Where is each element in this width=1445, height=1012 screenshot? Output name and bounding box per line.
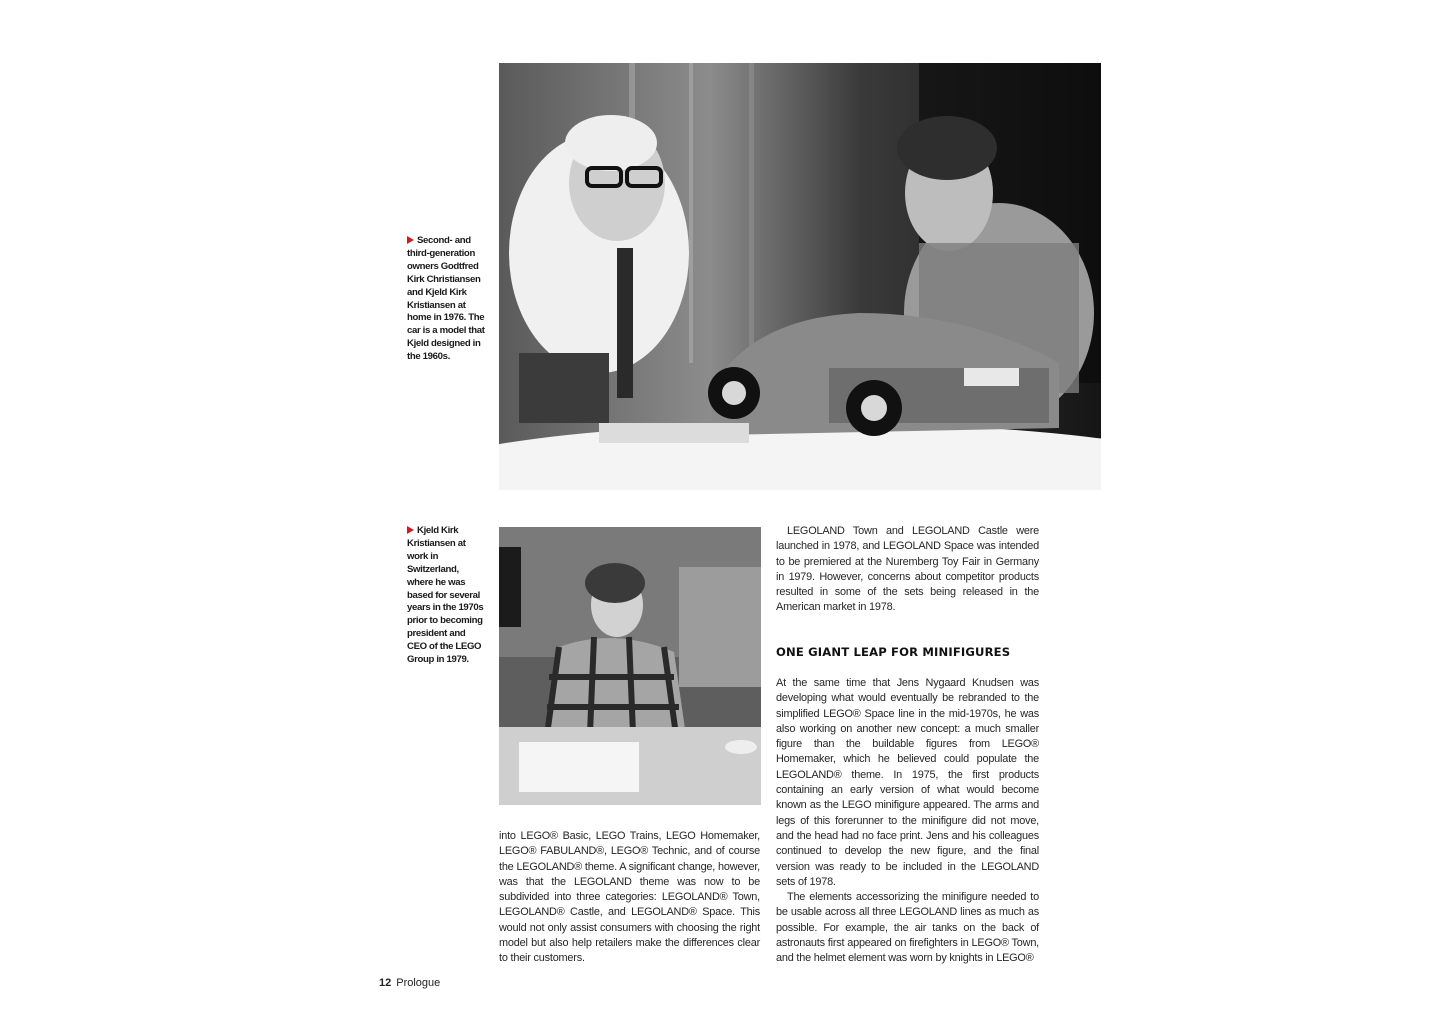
caption-text: Second- and third-generation owners Godtfred Kirk Christiansen and Kjeld Kirk Kristiansen at home in 1976. The car is a model that Kjeld designed in the 1960s. bbox=[407, 235, 485, 363]
photo-kjeld-at-desk bbox=[499, 527, 761, 805]
body-column-right-top bbox=[776, 524, 1039, 616]
photo-caption-owners bbox=[407, 235, 485, 364]
section-heading: ONE GIANT LEAP FOR MINIFIGURES bbox=[776, 645, 1011, 659]
photo-illustration bbox=[499, 63, 1101, 490]
photo-christiansen-family-with-car-model bbox=[499, 63, 1101, 490]
page-footer bbox=[379, 977, 440, 989]
section-name: Prologue bbox=[396, 977, 441, 989]
body-paragraph: At the same time that Jens Nygaard Knudsen was developing what would eventually be rebranded to the simplified LEGO® Space line in the mid-1970s, he was also working on another new concept: a much smaller figure than the buildable figures from LEGO® Homemaker, which he believed could populate the LEGOLAND® theme. In 1975, the first products containing an early version of what would become known as the LEGO minifigure appeared. The arms and legs of this forerunner to the minifigure did not move, and the head had no face print. Jens and his colleagues continued to develop the new figure, and the final version was ready to be included in the LEGOLAND sets of 1978. bbox=[776, 677, 1039, 888]
body-paragraph: into LEGO® Basic, LEGO Trains, LEGO Homemaker, LEGO® FABULAND®, LEGO® Technic, and of course the LEGOLAND® theme. A significant change, however, was that the LEGOLAND theme was now to be subdivided into three categories: LEGOLAND® Town, LEGOLAND® Castle, and LEGOLAND® Space. This would not only assist consumers with choosing the right model but also help retailers make the differences clear to their customers. bbox=[499, 830, 760, 965]
body-column-right-bottom bbox=[776, 676, 1039, 967]
page-number: 12 bbox=[379, 977, 392, 989]
caption-arrow-icon bbox=[407, 236, 414, 244]
body-paragraph: The elements accessorizing the minifigure needed to be usable across all three LEGOLAND lines as much as possible. For example, the air tanks on the back of astronauts first appeared on firefighters in LEGO® Town, and the helmet element was worn by knights in LEGO® bbox=[776, 891, 1039, 965]
photo-caption-kjeld bbox=[407, 525, 485, 667]
caption-text: Kjeld Kirk Kristiansen at work in Switzerland, where he was based for several years in the 1970s prior to becoming president and CEO of the LEGO Group in 1979. bbox=[407, 525, 484, 666]
caption-arrow-icon bbox=[407, 526, 414, 534]
body-column-left bbox=[499, 829, 760, 967]
photo-illustration bbox=[499, 527, 761, 805]
body-paragraph: LEGOLAND Town and LEGOLAND Castle were launched in 1978, and LEGOLAND Space was intended to be premiered at the Nuremberg Toy Fair in Germany in 1979. However, concerns about competitor products resulted in some of the sets being released in the American market in 1978. bbox=[776, 525, 1039, 614]
